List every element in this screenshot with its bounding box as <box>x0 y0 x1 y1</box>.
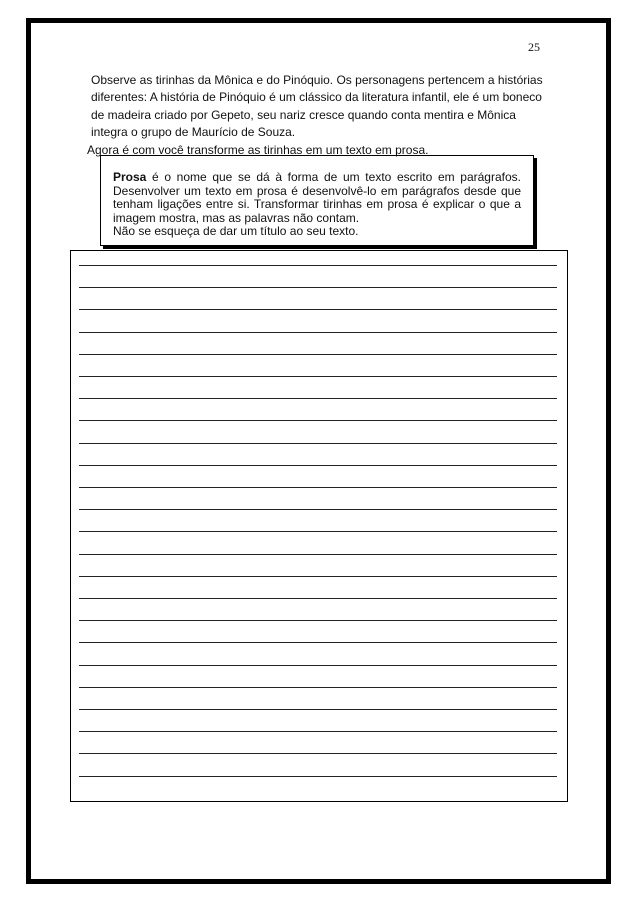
writing-line <box>79 509 557 510</box>
writing-line <box>79 531 557 532</box>
writing-line <box>79 598 557 599</box>
writing-line <box>79 443 557 444</box>
writing-line <box>79 554 557 555</box>
intro-line: integra o grupo de Maurício de Souza. <box>91 125 296 140</box>
prose-definition-text: é o nome que se dá à forma de um texto escrito em parágrafos. Desenvolver um texto em prosa é desenvolvê-lo em parágrafos desde que tenham ligações entre si. Transformar tirinhas em prosa é explicar o que a imagem mostra, mas as palavras não contam. <box>113 170 521 225</box>
writing-line <box>79 398 557 399</box>
writing-line <box>79 620 557 621</box>
writing-line <box>79 376 557 377</box>
writing-line <box>79 776 557 777</box>
writing-line <box>79 265 557 266</box>
prose-term: Prosa <box>113 170 147 184</box>
writing-line <box>79 309 557 310</box>
prose-definition <box>113 171 521 225</box>
writing-line <box>79 731 557 732</box>
title-reminder: Não se esqueça de dar um título ao seu texto. <box>113 224 359 239</box>
writing-line <box>79 642 557 643</box>
prose-definition-box <box>100 155 534 246</box>
writing-line <box>79 576 557 577</box>
writing-line <box>79 465 557 466</box>
page-number: 25 <box>528 40 540 54</box>
writing-line <box>79 753 557 754</box>
instruction-text: Agora é com você transforme as tirinhas em um texto em prosa. <box>87 142 429 157</box>
writing-line <box>79 420 557 421</box>
intro-line: Observe as tirinhas da Mônica e do Pinóquio. Os personagens pertencem a histórias <box>91 73 543 87</box>
writing-line <box>79 487 557 488</box>
intro-line: de madeira criado por Gepeto, seu nariz cresce quando conta mentira e Mônica <box>91 107 516 122</box>
writing-line <box>79 665 557 666</box>
writing-line <box>79 709 557 710</box>
writing-line <box>79 287 557 288</box>
writing-line <box>79 332 557 333</box>
writing-area[interactable] <box>70 250 568 802</box>
intro-line: diferentes: A história de Pinóquio é um clássico da literatura infantil, ele é um boneco <box>91 90 542 105</box>
writing-line <box>79 354 557 355</box>
writing-line <box>79 687 557 688</box>
intro-text <box>87 72 561 159</box>
